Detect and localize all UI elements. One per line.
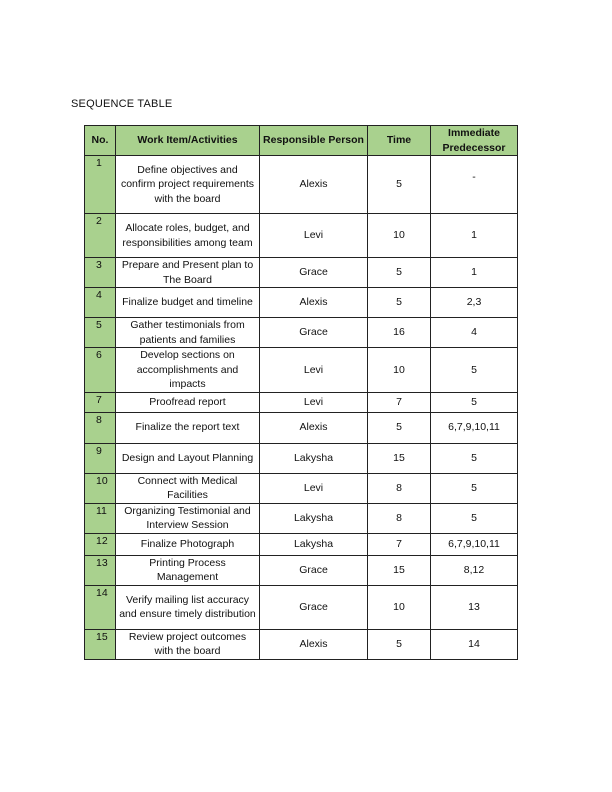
row-activity: Verify mailing list accuracy and ensure timely distribution	[116, 585, 260, 629]
row-time: 15	[368, 555, 431, 585]
row-time: 5	[368, 412, 431, 443]
row-time: 7	[368, 392, 431, 412]
row-number: 8	[85, 412, 116, 443]
row-activity: Organizing Testimonial and Interview Session	[116, 503, 260, 533]
row-time: 8	[368, 503, 431, 533]
row-activity: Finalize budget and timeline	[116, 288, 260, 318]
row-activity: Gather testimonials from patients and families	[116, 318, 260, 348]
row-number: 2	[85, 214, 116, 258]
row-person: Grace	[260, 318, 368, 348]
table-row	[85, 555, 518, 585]
row-time: 10	[368, 585, 431, 629]
header-no: No.	[85, 126, 116, 156]
row-time: 16	[368, 318, 431, 348]
row-time: 5	[368, 288, 431, 318]
row-activity: Define objectives and confirm project requirements with the board	[116, 156, 260, 214]
row-predecessor: -	[431, 156, 518, 214]
row-number: 13	[85, 555, 116, 585]
row-activity: Prepare and Present plan to The Board	[116, 258, 260, 288]
row-predecessor: 4	[431, 318, 518, 348]
row-person: Grace	[260, 258, 368, 288]
row-predecessor: 5	[431, 348, 518, 393]
table-row	[85, 629, 518, 659]
row-predecessor: 5	[431, 443, 518, 473]
table-row	[85, 348, 518, 393]
row-activity: Connect with Medical Facilities	[116, 473, 260, 503]
header-person: Responsible Person	[260, 126, 368, 156]
table-row	[85, 412, 518, 443]
row-predecessor: 1	[431, 258, 518, 288]
row-person: Grace	[260, 555, 368, 585]
row-predecessor: 14	[431, 629, 518, 659]
row-predecessor: 8,12	[431, 555, 518, 585]
row-time: 8	[368, 473, 431, 503]
table-row	[85, 288, 518, 318]
header-activity: Work Item/Activities	[116, 126, 260, 156]
row-number: 10	[85, 473, 116, 503]
header-time: Time	[368, 126, 431, 156]
page-title: SEQUENCE TABLE	[71, 98, 173, 110]
row-person: Grace	[260, 585, 368, 629]
row-number: 12	[85, 533, 116, 555]
header-predecessor: Immediate Predecessor	[431, 126, 518, 156]
table-row	[85, 443, 518, 473]
row-number: 3	[85, 258, 116, 288]
row-activity: Design and Layout Planning	[116, 443, 260, 473]
row-number: 6	[85, 348, 116, 393]
row-person: Lakysha	[260, 443, 368, 473]
row-person: Alexis	[260, 629, 368, 659]
row-time: 10	[368, 348, 431, 393]
row-activity: Finalize Photograph	[116, 533, 260, 555]
row-activity: Printing Process Management	[116, 555, 260, 585]
table-row	[85, 156, 518, 214]
row-number: 4	[85, 288, 116, 318]
table-row	[85, 392, 518, 412]
row-number: 1	[85, 156, 116, 214]
row-time: 5	[368, 629, 431, 659]
row-person: Levi	[260, 348, 368, 393]
row-number: 11	[85, 503, 116, 533]
table-row	[85, 503, 518, 533]
row-time: 5	[368, 258, 431, 288]
row-number: 9	[85, 443, 116, 473]
row-predecessor: 6,7,9,10,11	[431, 533, 518, 555]
row-person: Levi	[260, 214, 368, 258]
row-number: 15	[85, 629, 116, 659]
row-predecessor: 5	[431, 473, 518, 503]
row-time: 10	[368, 214, 431, 258]
row-activity: Finalize the report text	[116, 412, 260, 443]
row-predecessor: 13	[431, 585, 518, 629]
table-row	[85, 473, 518, 503]
row-activity: Review project outcomes with the board	[116, 629, 260, 659]
row-person: Levi	[260, 392, 368, 412]
table-row	[85, 585, 518, 629]
row-time: 15	[368, 443, 431, 473]
row-activity: Allocate roles, budget, and responsibilities among team	[116, 214, 260, 258]
table-header-row	[85, 126, 518, 156]
table-row	[85, 258, 518, 288]
table-row	[85, 318, 518, 348]
row-number: 14	[85, 585, 116, 629]
table-row	[85, 214, 518, 258]
row-predecessor: 6,7,9,10,11	[431, 412, 518, 443]
row-person: Alexis	[260, 156, 368, 214]
row-time: 7	[368, 533, 431, 555]
row-person: Levi	[260, 473, 368, 503]
row-predecessor: 1	[431, 214, 518, 258]
row-person: Alexis	[260, 288, 368, 318]
row-number: 7	[85, 392, 116, 412]
row-activity: Develop sections on accomplishments and impacts	[116, 348, 260, 393]
row-predecessor: 5	[431, 503, 518, 533]
row-time: 5	[368, 156, 431, 214]
row-predecessor: 5	[431, 392, 518, 412]
table-row	[85, 533, 518, 555]
row-activity: Proofread report	[116, 392, 260, 412]
row-person: Alexis	[260, 412, 368, 443]
row-number: 5	[85, 318, 116, 348]
row-person: Lakysha	[260, 533, 368, 555]
row-person: Lakysha	[260, 503, 368, 533]
row-predecessor: 2,3	[431, 288, 518, 318]
sequence-table	[84, 125, 518, 660]
